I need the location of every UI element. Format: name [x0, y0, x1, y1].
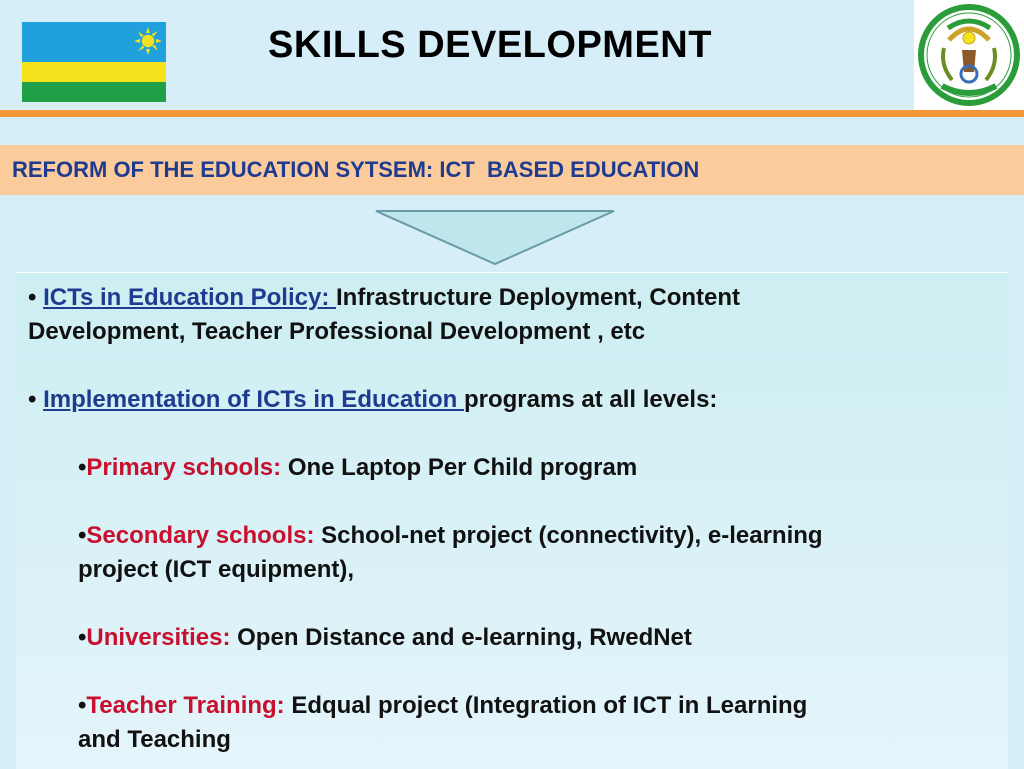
- sub-bullet-primary: [78, 451, 637, 485]
- header-divider: [0, 110, 1024, 117]
- primary-label: Primary schools:: [86, 454, 288, 481]
- universities-label: Universities:: [86, 624, 238, 651]
- bullet-implementation: [28, 383, 717, 417]
- secondary-text-b: project (ICT equipment),: [78, 556, 354, 583]
- bullet-dot: •: [78, 692, 87, 719]
- coat-of-arms-emblem: [914, 0, 1024, 110]
- secondary-label: Secondary schools:: [86, 522, 322, 549]
- rwanda-flag-icon: [22, 22, 166, 102]
- bullet-dot: •: [28, 284, 44, 311]
- teacher-text-a: Edqual project (Integration of ICT in Learning: [291, 692, 808, 719]
- sub-bullet-universities: [78, 621, 692, 655]
- content-box: [16, 272, 1008, 769]
- bullet-dot: •: [78, 624, 87, 651]
- implementation-link[interactable]: Implementation of ICTs in Education: [43, 386, 464, 413]
- sub-bullet-teacher: [78, 689, 807, 723]
- bullet-dot: •: [78, 522, 87, 549]
- secondary-text-a: School-net project (connectivity), e-learning: [321, 522, 823, 549]
- bullet-dot: •: [78, 454, 87, 481]
- policy-text-b: Development, Teacher Professional Development , etc: [28, 318, 646, 345]
- bullet-dot: •: [28, 386, 44, 413]
- policy-link[interactable]: ICTs in Education Policy:: [43, 284, 336, 311]
- down-arrow-icon: [374, 208, 616, 273]
- bullet-policy: [28, 281, 740, 315]
- teacher-label: Teacher Training:: [86, 692, 292, 719]
- sub-bullet-secondary: [78, 519, 823, 553]
- implementation-text: programs at all levels:: [463, 386, 718, 413]
- slide-header: [0, 0, 1024, 110]
- policy-text-a: Infrastructure Deployment, Content: [336, 284, 741, 311]
- primary-text: One Laptop Per Child program: [287, 454, 638, 481]
- universities-text: Open Distance and e-learning, RwedNet: [237, 624, 692, 651]
- page-title: SKILLS DEVELOPMENT: [268, 24, 712, 66]
- teacher-text-b: and Teaching: [78, 726, 231, 753]
- subtitle-band: [0, 145, 1024, 195]
- slide-subtitle: REFORM OF THE EDUCATION SYTSEM: ICT BASED EDUCATION: [12, 157, 700, 182]
